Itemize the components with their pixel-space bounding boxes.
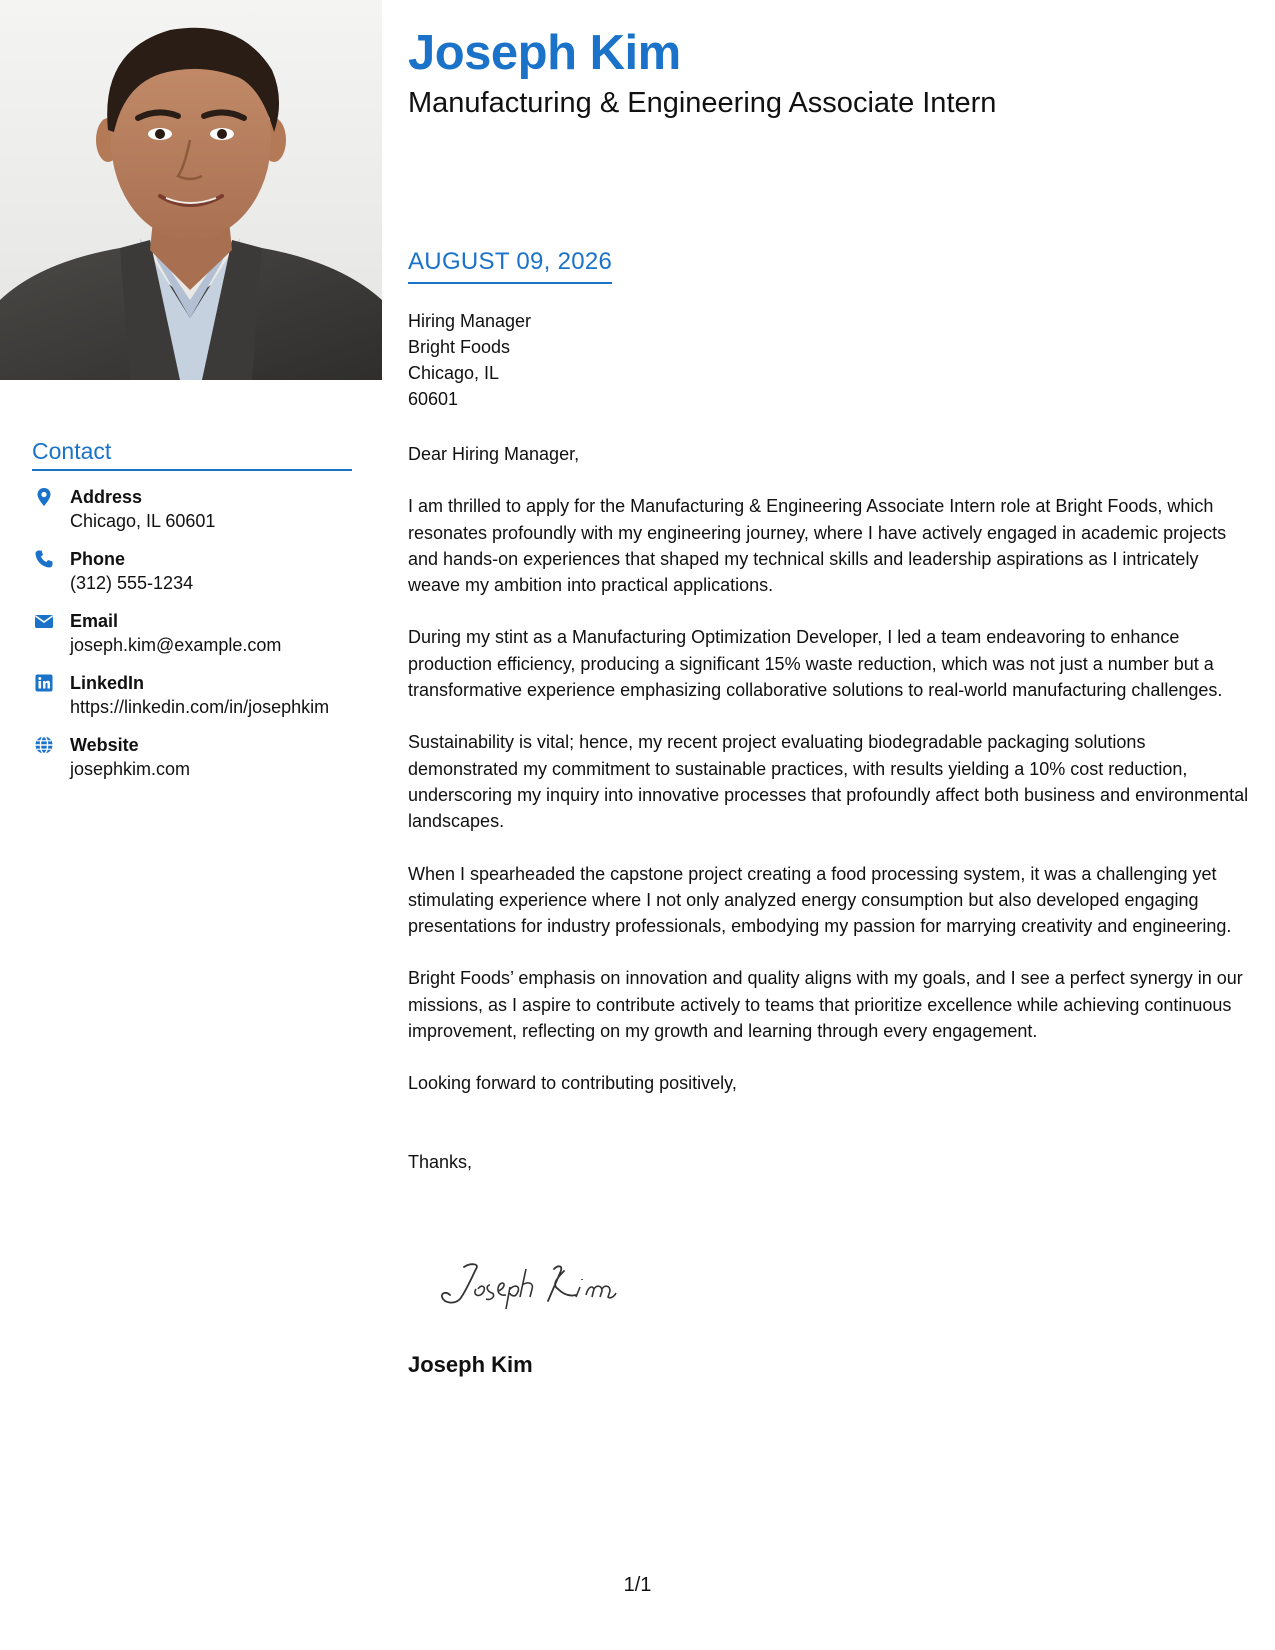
signoff: Thanks,	[408, 1151, 473, 1172]
address-label: Address	[70, 487, 143, 507]
page-number: 1/1	[623, 1574, 652, 1596]
body-paragraph-3: Sustainability is vital; hence, my recent project evaluating biodegradable packaging solutions demonstrated my commitment to sustainable practices, with results yielding a 10% cost reduction, underscoring my inquiry into innovative processes that profoundly affect both business and environmental landscapes.	[408, 732, 1249, 832]
contact-email	[32, 609, 352, 658]
letter-date: AUGUST 09, 2026	[408, 248, 612, 284]
globe-icon	[34, 735, 54, 755]
phone-label: Phone	[70, 549, 126, 569]
body-paragraph-2: During my stint as a Manufacturing Optimization Developer, I led a team endeavoring to enhance production efficiency, producing a significant 15% waste reduction, which was not just a number but a transformative experience emphasizing collaborative solutions to real-world manufacturing challenges.	[408, 627, 1223, 701]
recipient-city: Chicago, IL	[408, 363, 500, 383]
phone-value: (312) 555-1234	[70, 573, 194, 593]
email-value[interactable]: joseph.kim@example.com	[70, 635, 282, 655]
contact-address	[32, 485, 352, 534]
contact-linkedin	[32, 671, 352, 720]
applicant-name: Joseph Kim	[408, 26, 681, 80]
email-label: Email	[70, 611, 119, 631]
portrait-illustration	[0, 0, 382, 380]
letter-body	[408, 441, 1253, 1175]
recipient-zip: 60601	[408, 389, 459, 409]
body-paragraph-4: When I spearheaded the capstone project creating a food processing system, it was a challenging yet stimulating experience where I not only analyzed energy consumption but also developed engaging presentations for industry professionals, embodying my passion for marrying creativity and engineering.	[408, 863, 1232, 937]
handwritten-signature	[436, 1255, 636, 1315]
signer-name: Joseph Kim	[408, 1352, 533, 1377]
website-label: Website	[70, 735, 139, 755]
contact-website	[32, 733, 352, 782]
contact-heading: Contact	[32, 438, 352, 471]
website-value[interactable]: josephkim.com	[70, 759, 191, 779]
location-pin-icon	[34, 487, 54, 507]
phone-icon	[34, 549, 54, 569]
profile-photo	[0, 0, 382, 380]
contact-phone	[32, 547, 352, 596]
envelope-icon	[34, 611, 54, 631]
salutation: Dear Hiring Manager,	[408, 444, 580, 464]
address-value: Chicago, IL 60601	[70, 511, 216, 531]
linkedin-label: LinkedIn	[70, 673, 145, 693]
contact-section	[32, 438, 352, 795]
closing-line: Looking forward to contributing positively,	[408, 1073, 737, 1094]
job-title: Manufacturing & Engineering Associate Intern	[408, 87, 997, 119]
recipient-company: Bright Foods	[408, 337, 511, 357]
recipient-block	[408, 308, 531, 412]
body-paragraph-5: Bright Foods’ emphasis on innovation and quality aligns with my goals, and I see a perfect synergy in our missions, as I aspire to contribute actively to teams that prioritize excellence while achieving continuous improvement, reflecting on my growth and learning through every engagement.	[408, 968, 1243, 1042]
body-paragraph-1: I am thrilled to apply for the Manufacturing & Engineering Associate Intern role at Bright Foods, which resonates profoundly with my engineering journey, where I have actively engaged in academic projects and hands-on experiences that shaped my technical skills and leadership aspirations as I intricately weave my ambition into practical applications.	[408, 496, 1227, 596]
recipient-title: Hiring Manager	[408, 311, 532, 331]
linkedin-icon	[34, 673, 54, 693]
linkedin-value[interactable]: https://linkedin.com/in/josephkim	[70, 697, 330, 717]
